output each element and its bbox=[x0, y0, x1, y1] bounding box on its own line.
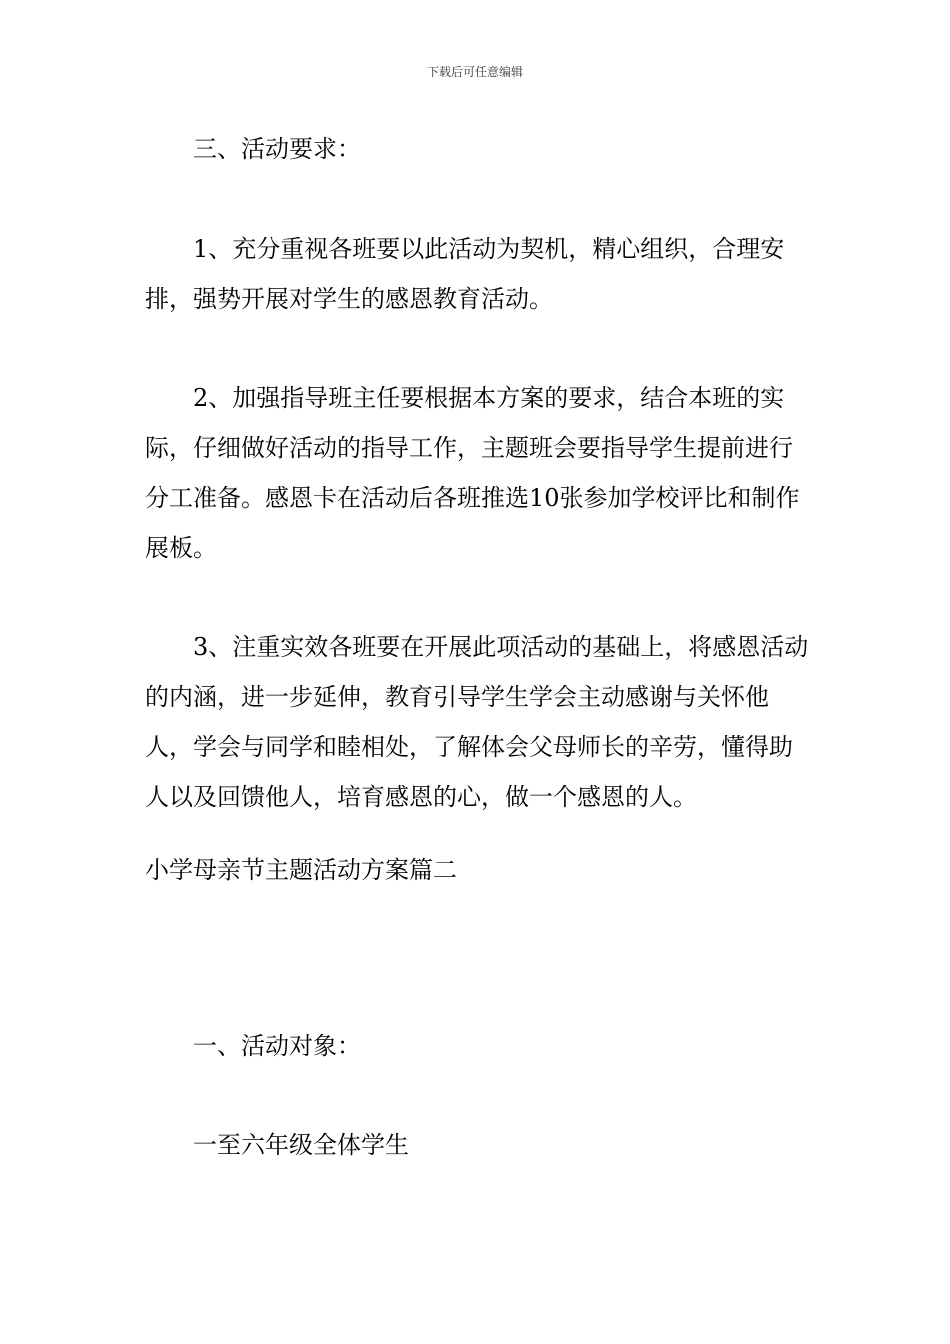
requirement-item-2: 2、加强指导班主任要根据本方案的要求，结合本班的实际，仔细做好活动的指导工作，主题班会要指导学生提前进行分工准备。感恩卡在活动后各班推选10张参加学校评比和制作展板。 bbox=[145, 384, 800, 562]
requirement-item-3: 3、注重实效各班要在开展此项活动的基础上，将感恩活动的内涵，进一步延伸，教育引导学生学会主动感谢与关怀他人，学会与同学和睦相处，了解体会父母师长的辛劳，懂得助人以及回馈他人，培育感恩的心，做一个感恩的人。 bbox=[145, 633, 809, 811]
participants-body: 一至六年级全体学生 bbox=[193, 1131, 409, 1159]
section-heading-participants: 一、活动对象： bbox=[193, 1032, 361, 1060]
requirement-item-1: 1、充分重视各班要以此活动为契机，精心组织，合理安排，强势开展对学生的感恩教育活动。 bbox=[145, 235, 785, 313]
page-header-note: 下载后可任意编辑 bbox=[426, 65, 523, 79]
plan-two-title: 小学母亲节主题活动方案篇二 bbox=[145, 856, 457, 884]
section-heading-requirements: 三、活动要求： bbox=[193, 135, 361, 163]
